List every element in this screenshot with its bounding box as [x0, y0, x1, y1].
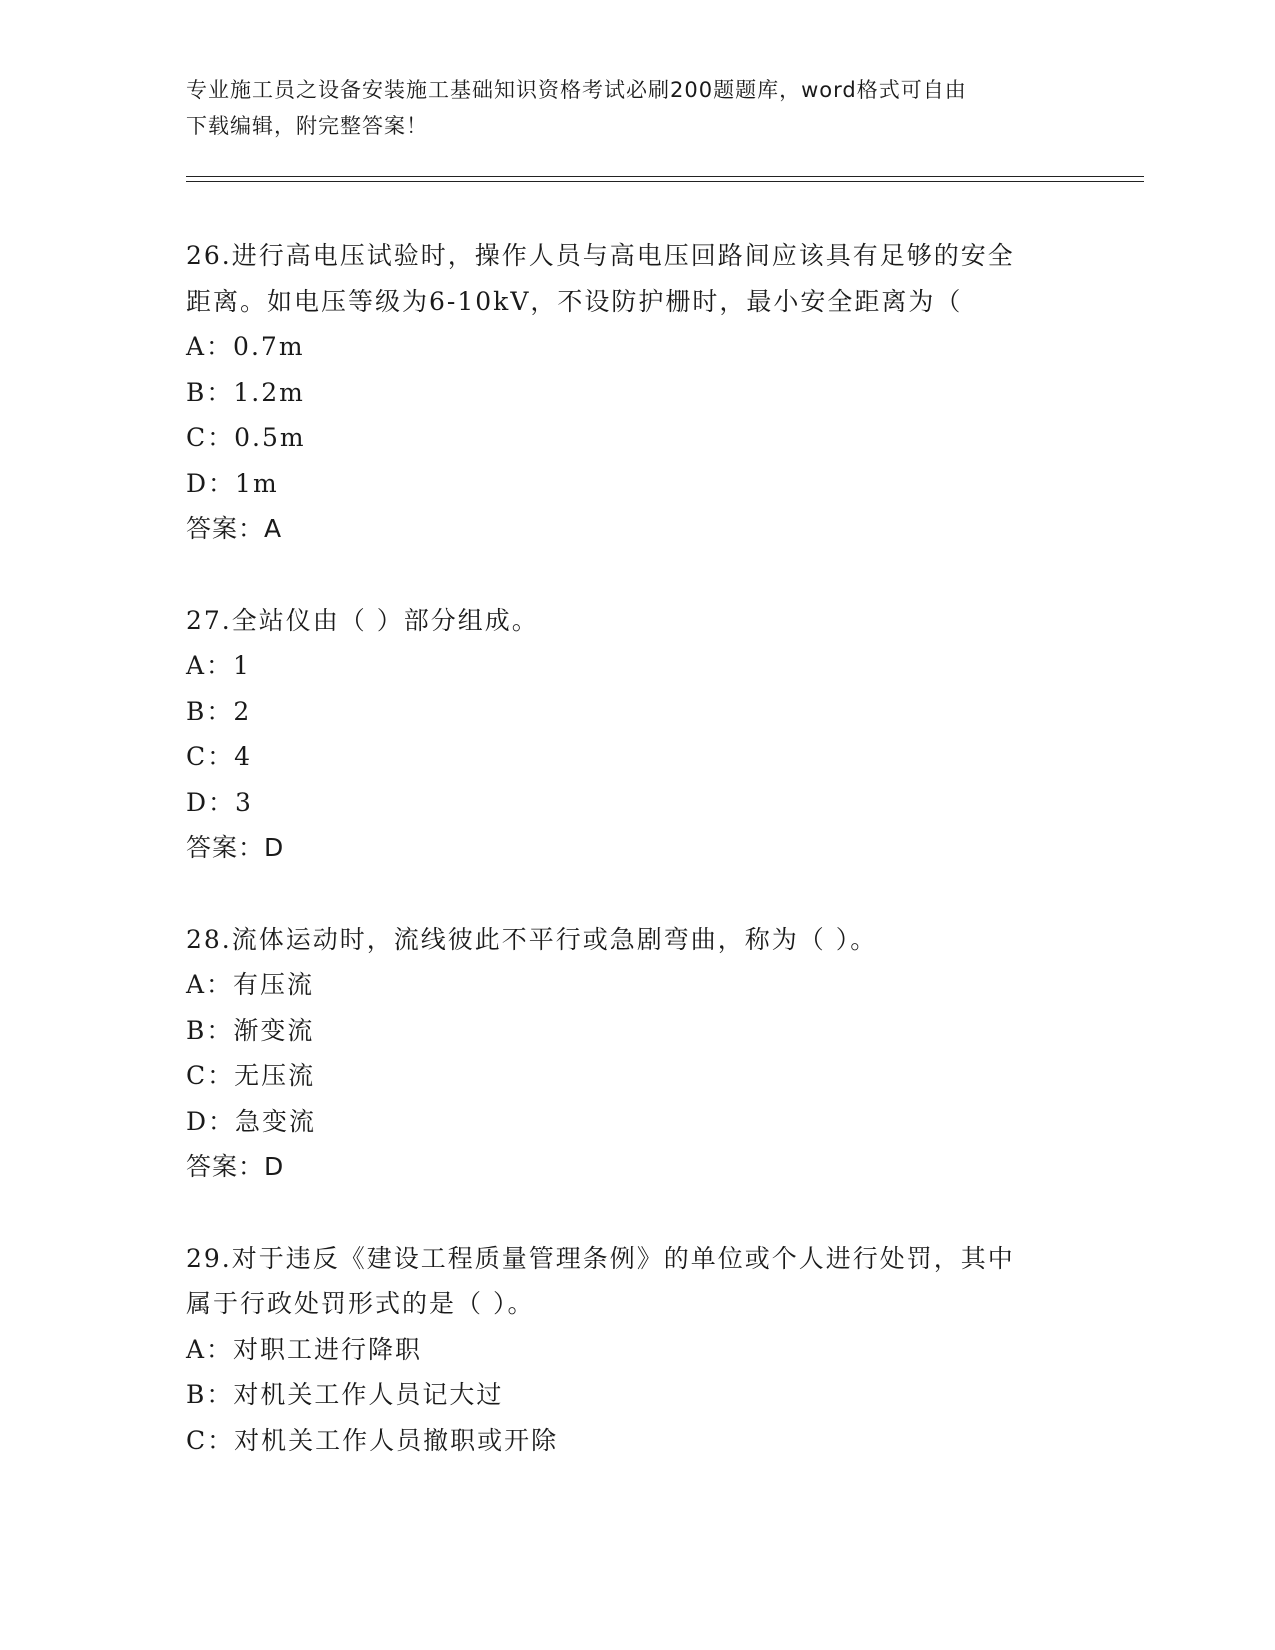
- question-29: [186, 1236, 1086, 1464]
- option-c: C：无压流: [186, 1061, 316, 1090]
- answer: 答案：D: [186, 833, 285, 862]
- question-stem: 26.进行高电压试验时，操作人员与高电压回路间应该具有足够的安全: [186, 241, 1015, 270]
- question-28: [186, 917, 1086, 1190]
- option-b: B：2: [186, 696, 252, 726]
- option-a: A：0.7m: [186, 332, 305, 361]
- option-a: A：1: [186, 651, 251, 680]
- header-divider-top: [186, 176, 1144, 177]
- question-stem: 属于行政处罚形式的是（ ）。: [186, 1289, 535, 1318]
- question-list: [186, 233, 1086, 1509]
- option-d: D：3: [186, 787, 253, 817]
- header-line-1: 专业施工员之设备安装施工基础知识资格考试必刷200题题库，word格式可自由: [186, 78, 967, 102]
- option-c: C：4: [186, 742, 253, 771]
- option-b: B：对机关工作人员记大过: [186, 1380, 504, 1409]
- option-a: A：对职工进行降职: [186, 1334, 423, 1364]
- question-stem: 29.对于违反《建设工程质量管理条例》的单位或个人进行处罚，其中: [186, 1243, 1015, 1273]
- option-b: B：1.2m: [186, 377, 305, 407]
- answer: 答案：A: [186, 514, 283, 543]
- question-stem: 28.流体运动时，流线彼此不平行或急剧弯曲，称为（ ）。: [186, 924, 878, 954]
- option-c: C：对机关工作人员撤职或开除: [186, 1425, 559, 1455]
- option-b: B：渐变流: [186, 1015, 315, 1045]
- option-a: A：有压流: [186, 970, 315, 999]
- answer: 答案：D: [186, 1152, 285, 1181]
- header-divider-bottom: [186, 181, 1144, 182]
- option-d: D：1m: [186, 468, 279, 498]
- question-stem: 27.全站仪由（ ）部分组成。: [186, 605, 539, 635]
- question-27: [186, 598, 1086, 871]
- option-d: D：急变流: [186, 1106, 317, 1136]
- question-stem: 距离。如电压等级为6-10kV，不设防护栅时，最小安全距离为（: [186, 286, 963, 316]
- document-header: [186, 72, 1086, 144]
- header-line-2: 下载编辑，附完整答案！: [186, 114, 428, 138]
- question-26: [186, 233, 1086, 552]
- option-c: C：0.5m: [186, 423, 306, 452]
